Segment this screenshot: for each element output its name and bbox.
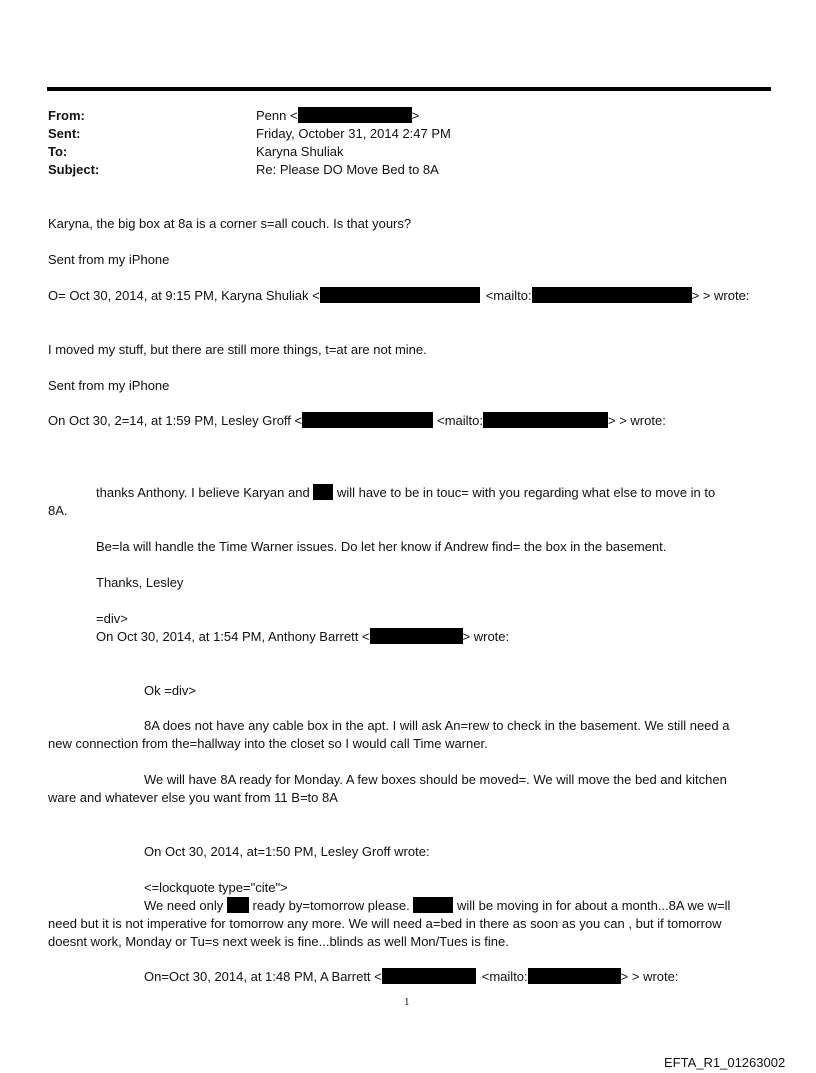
paragraph-5-line-3: doesnt work, Monday or Tu=s next week is fine...blinds as well Mon/Tues is fine.: [48, 934, 509, 949]
paragraph-1-line-1: [96, 484, 715, 502]
paragraph-4-line-1: We will have 8A ready for Monday. A few boxes should be moved=. We will move the bed and kitchen: [144, 772, 727, 787]
body-line-1: Karyna, the big box at 8a is a corner s=all couch. Is that yours?: [48, 216, 412, 231]
quote-header-1-suffix: > > wrote:: [691, 288, 750, 303]
paragraph-1-text-a: thanks Anthony. I believe Karyan and: [96, 485, 310, 500]
redaction-block: [532, 287, 692, 303]
from-close: >: [411, 108, 420, 123]
quote-header-4: On Oct 30, 2014, at=1:50 PM, Lesley Groff wrote:: [144, 844, 430, 859]
paragraph-5-line-2: need but it is not imperative for tomorrow any more. We will need a=bed in there as soon as you can , but if tomorrow: [48, 916, 722, 931]
redaction-block: [320, 287, 480, 303]
redaction-block: [298, 107, 412, 123]
signature-iphone-1: Sent from my iPhone: [48, 252, 170, 267]
quote-header-1-mailto: <mailto:: [485, 288, 532, 303]
body-line-2: I moved my stuff, but there are still more things, t=at are not mine.: [48, 342, 427, 357]
quote-header-3-suffix: > wrote:: [462, 629, 510, 644]
quote-header-2-suffix: > > wrote:: [608, 413, 666, 428]
bates-number: EFTA_R1_01263002: [664, 1055, 786, 1070]
sent-label: Sent:: [48, 126, 81, 141]
paragraph-5-line-1: [144, 897, 730, 915]
to-value: Karyna Shuliak: [256, 144, 344, 159]
quote-header-3-prefix: On Oct 30, 2014, at 1:54 PM, Anthony Barrett <: [96, 629, 370, 644]
redaction-block: [302, 412, 433, 428]
div-tag: =div>: [96, 611, 128, 626]
quote-header-5-suffix: > > wrote:: [620, 969, 679, 984]
paragraph-5-text-a: We need only: [144, 898, 224, 913]
redaction-block: [483, 412, 608, 428]
quote-header-2-mailto: <mailto:: [437, 413, 484, 428]
paragraph-4-line-2: ware and whatever else you want from 11 B=to 8A: [48, 790, 338, 805]
quote-header-5-prefix: On=Oct 30, 2014, at 1:48 PM, A Barrett <: [144, 969, 382, 984]
paragraph-5-text-c: will be moving in for about a month...8A we w=ll: [456, 898, 731, 913]
from-value: [256, 107, 419, 125]
from-name: Penn <: [256, 108, 298, 123]
redaction-block: [382, 968, 476, 984]
sent-value: Friday, October 31, 2014 2:47 PM: [256, 126, 451, 141]
to-label: To:: [48, 144, 68, 159]
quote-header-2-prefix: On Oct 30, 2=14, at 1:59 PM, Lesley Groff <: [48, 413, 303, 428]
paragraph-1-text-b: will have to be in touc= with you regarding what else to move in to: [336, 485, 716, 500]
quote-header-2: [48, 412, 666, 430]
paragraph-2: Be=la will handle the Time Warner issues. Do let her know if Andrew find= the box in the basement.: [96, 539, 667, 554]
blockquote-tag: <=lockquote type="cite">: [144, 880, 288, 895]
subject-label: Subject:: [48, 162, 100, 177]
signature-iphone-2: Sent from my iPhone: [48, 378, 170, 393]
redaction-block: [528, 968, 621, 984]
header-rule: [47, 87, 771, 91]
paragraph-1-line-2: 8A.: [48, 503, 68, 518]
paragraph-5-text-b: ready by=tomorrow please.: [252, 898, 410, 913]
subject-value: Re: Please DO Move Bed to 8A: [256, 162, 439, 177]
paragraph-3-line-1: 8A does not have any cable box in the apt. I will ask An=rew to check in the basement. We still need a: [144, 718, 730, 733]
sign-off: Thanks, Lesley: [96, 575, 184, 590]
page-number: 1: [404, 996, 410, 1008]
redaction-block: [227, 897, 249, 913]
quote-header-5: [144, 968, 678, 986]
quote-header-1: [48, 287, 749, 305]
redaction-block: [370, 628, 463, 644]
quote-header-1-prefix: O= Oct 30, 2014, at 9:15 PM, Karyna Shuliak <: [48, 288, 320, 303]
paragraph-3-line-2: new connection from the=hallway into the closet so I would call Time warner.: [48, 736, 488, 751]
quote-header-3: [96, 628, 509, 646]
redaction-block: [413, 897, 453, 913]
from-label: From:: [48, 108, 85, 123]
quote-header-5-mailto: <mailto:: [481, 969, 528, 984]
ok-div-line: Ok =div>: [144, 683, 197, 698]
redaction-block: [313, 484, 333, 500]
